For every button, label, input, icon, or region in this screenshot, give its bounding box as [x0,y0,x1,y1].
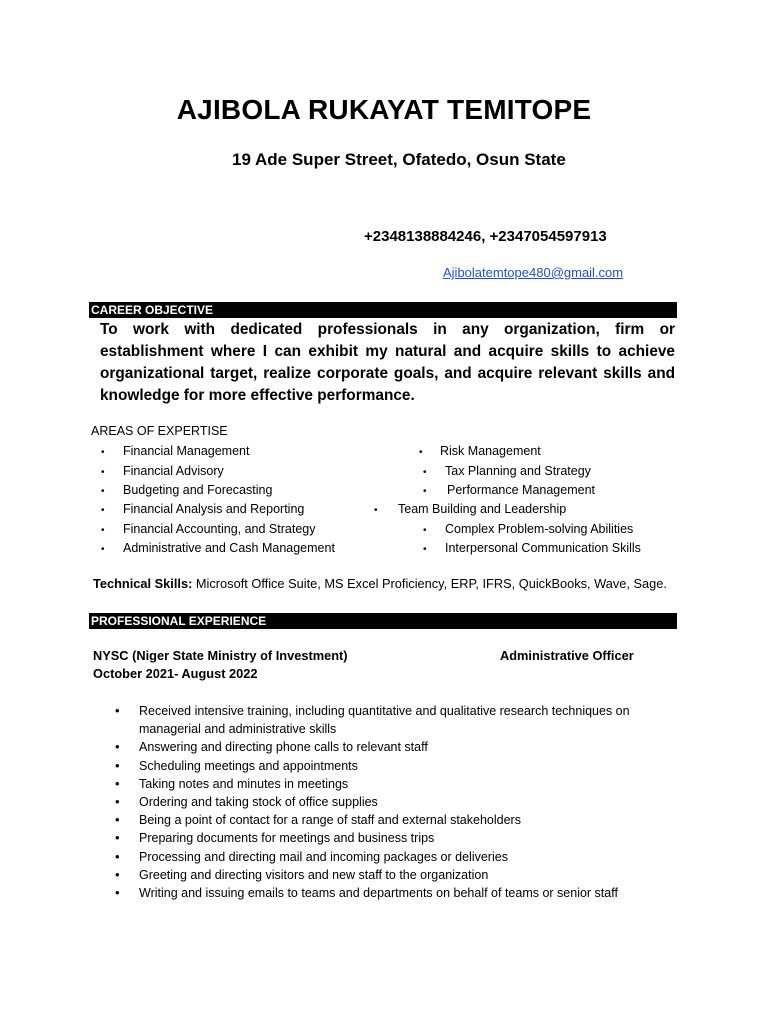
job-title: Administrative Officer [500,648,634,663]
expertise-item: Performance Management [447,483,595,497]
bullet-icon: • [115,775,120,791]
expertise-item: Financial Management [123,444,250,458]
list-item [113,848,673,866]
list-item [113,702,673,738]
bullet-icon: • [115,830,120,846]
expertise-item: Interpersonal Communication Skills [445,541,641,555]
bullet-icon: • [101,505,105,516]
bullet-icon: • [423,467,427,478]
bullet-icon: • [101,467,105,478]
phone-numbers: +2348138884246, +2347054597913 [364,228,607,245]
list-item [113,811,673,829]
bullet-icon: • [101,544,105,555]
bullet-icon: • [115,866,120,882]
career-objective-heading: CAREER OBJECTIVE [89,302,677,318]
duty-text: Processing and directing mail and incoming packages or deliveries [139,849,508,864]
bullet-icon: • [115,848,120,864]
expertise-item: Financial Advisory [123,464,224,478]
expertise-item: Budgeting and Forecasting [123,483,273,497]
address: 19 Ade Super Street, Ofatedo, Osun State [232,150,566,169]
list-item [113,757,673,775]
list-item [113,793,673,811]
bullet-icon: • [115,739,120,755]
professional-experience-heading: PROFESSIONAL EXPERIENCE [89,613,677,629]
list-item [113,866,673,884]
expertise-item: Tax Planning and Strategy [445,464,591,478]
expertise-item: Administrative and Cash Management [123,541,335,555]
employment-period: October 2021- August 2022 [93,666,258,681]
bullet-icon: • [101,447,105,458]
duty-text: Received intensive training, including quantitative and qualitative research techniques on managerial and administrative skills [139,704,630,737]
bullet-icon: • [115,885,120,901]
list-item [113,884,673,902]
bullet-icon: • [374,505,378,516]
bullet-icon: • [423,525,427,536]
areas-of-expertise-heading: AREAS OF EXPERTISE [91,424,228,438]
duty-text: Ordering and taking stock of office supplies [139,795,378,810]
bullet-icon: • [101,486,105,497]
duties-list [113,702,673,902]
bullet-icon: • [101,525,105,536]
expertise-item: Risk Management [440,444,541,458]
technical-skills-label: Technical Skills: [93,576,193,591]
duty-text: Scheduling meetings and appointments [139,758,358,773]
bullet-icon: • [423,486,427,497]
email-link[interactable]: Ajibolatemtope480@gmail.com [443,265,624,280]
duty-text: Being a point of contact for a range of staff and external stakeholders [139,813,521,828]
expertise-item: Team Building and Leadership [398,502,567,516]
bullet-icon: • [115,812,120,828]
expertise-item: Financial Accounting, and Strategy [123,522,316,536]
duty-text: Taking notes and minutes in meetings [139,776,349,791]
duty-text: Writing and issuing emails to teams and departments on behalf of teams or senior staff [139,886,618,901]
technical-skills-text: Microsoft Office Suite, MS Excel Proficiency, ERP, IFRS, QuickBooks, Wave, Sage. [192,576,667,591]
list-item [113,775,673,793]
bullet-icon: • [115,757,120,773]
career-objective-text: To work with dedicated professionals in any organization, firm or establishment where I can exhibit my natural and acquire skills to achieve organizational target, realize corporate goals, and acquire relevant skills and knowledge for more effective performance. [100,321,675,404]
bullet-icon: • [419,447,423,458]
candidate-name: AJIBOLA RUKAYAT TEMITOPE [176,94,592,125]
list-item [113,738,673,756]
duty-text: Preparing documents for meetings and business trips [139,831,435,846]
bullet-icon: • [115,794,120,810]
employer: NYSC (Niger State Ministry of Investment) [93,648,348,663]
duty-text: Answering and directing phone calls to relevant staff [139,740,428,755]
technical-skills [93,576,667,591]
bullet-icon: • [115,703,120,718]
expertise-item: Financial Analysis and Reporting [123,502,305,516]
list-item [113,829,673,847]
bullet-icon: • [423,544,427,555]
expertise-item: Complex Problem-solving Abilities [445,522,634,536]
duty-text: Greeting and directing visitors and new staff to the organization [139,867,489,882]
